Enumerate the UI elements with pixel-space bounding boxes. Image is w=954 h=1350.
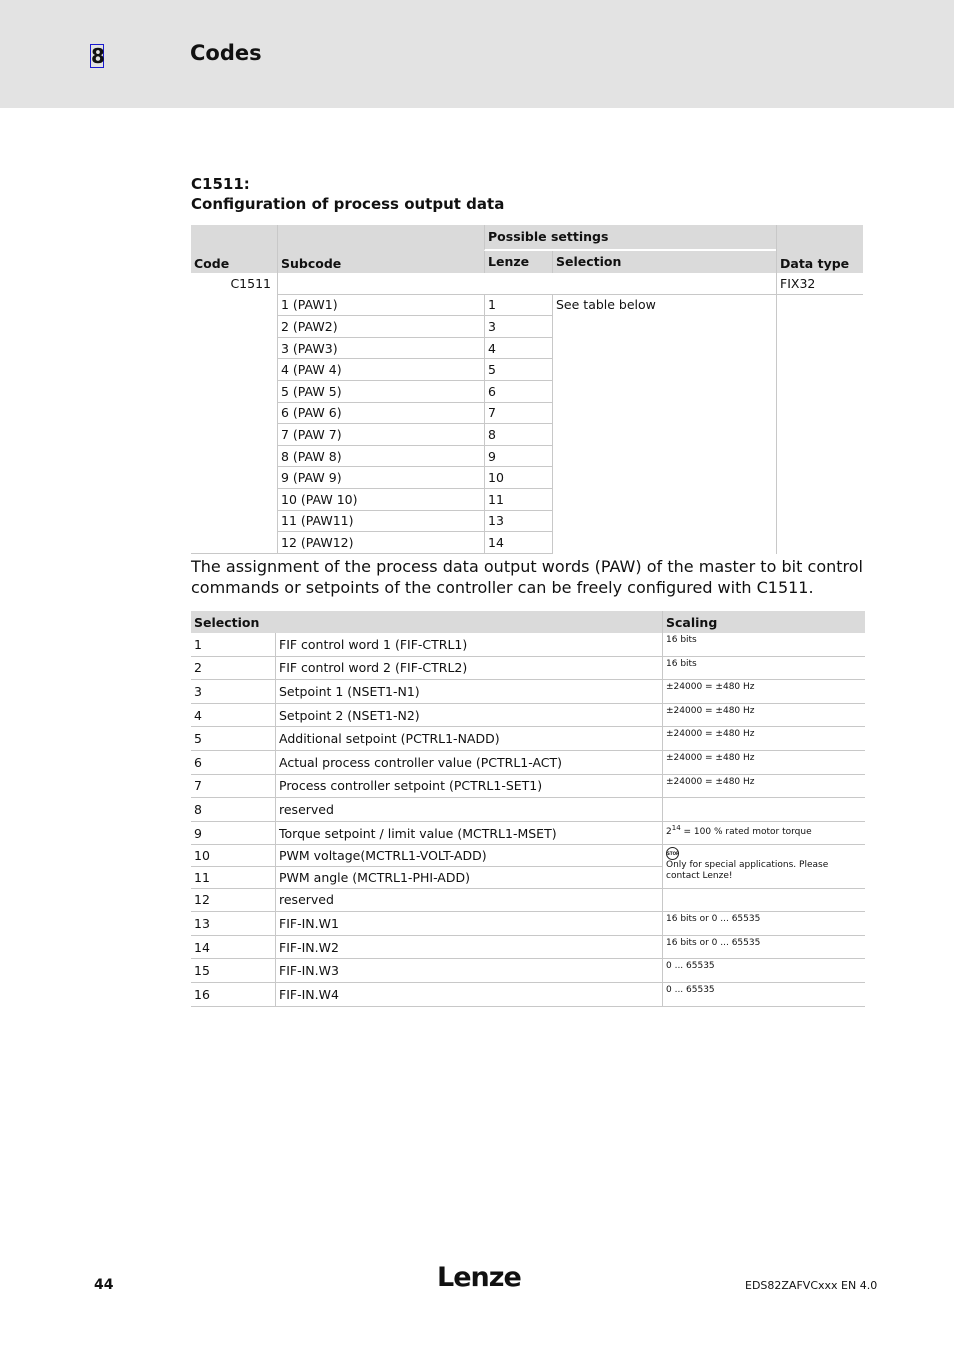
- header-scaling: Scaling: [662, 611, 865, 633]
- selection-number: 9: [191, 822, 276, 846]
- selection-name: FIF-IN.W3: [276, 959, 662, 983]
- chapter-number[interactable]: 8: [91, 44, 105, 68]
- selection-number: 3: [191, 680, 276, 704]
- selection-name: Actual process controller value (PCTRL1-ACT): [276, 751, 662, 775]
- scaling-base: 2: [666, 826, 672, 837]
- subcode-cell: 5 (PAW 5): [277, 381, 484, 403]
- scaling-cell: 16 bits or 0 ... 65535: [662, 936, 865, 960]
- scaling-cell: 0 ... 65535: [662, 959, 865, 983]
- scaling-cell: 16 bits: [662, 657, 865, 681]
- lenze-cell: 9: [484, 446, 552, 468]
- subcode-cell: 1 (PAW1): [277, 295, 484, 317]
- selection-name: PWM voltage(MCTRL1-VOLT-ADD): [276, 845, 662, 867]
- selection-number: 5: [191, 727, 276, 751]
- header-selection: Selection: [552, 251, 776, 273]
- header-data-type: Data type: [776, 225, 863, 273]
- subcode-cell: 2 (PAW2): [277, 316, 484, 338]
- selection-number: 15: [191, 959, 276, 983]
- assignment-paragraph: The assignment of the process data output words (PAW) of the master to bit control commands or setpoints of the controller can be freely configured with C1511.: [191, 557, 863, 597]
- subcode-cell: 9 (PAW 9): [277, 467, 484, 489]
- page-header: [0, 0, 954, 108]
- lenze-cell: 6: [484, 381, 552, 403]
- subcode-cell: 3 (PAW3): [277, 338, 484, 360]
- selection-number: 1: [191, 633, 276, 657]
- header-lenze: Lenze: [484, 251, 552, 273]
- selection-name: Setpoint 2 (NSET1-N2): [276, 704, 662, 728]
- subcode-cell: 11 (PAW11): [277, 511, 484, 533]
- lenze-logo: Lenze: [437, 1262, 521, 1293]
- subcode-cell: 12 (PAW12): [277, 532, 484, 554]
- subcode-cell: 10 (PAW 10): [277, 489, 484, 511]
- subcode-cell: 6 (PAW 6): [277, 403, 484, 425]
- code-description: Configuration of process output data: [191, 195, 505, 213]
- selection-name: FIF-IN.W1: [276, 912, 662, 936]
- selection-number: 14: [191, 936, 276, 960]
- stop-icon: STOP: [666, 847, 679, 860]
- selection-name: reserved: [276, 889, 662, 913]
- lenze-cell: 14: [484, 532, 552, 554]
- code-settings-table: [191, 225, 863, 554]
- header-selection: Selection: [191, 611, 662, 633]
- scaling-cell: ±24000 = ±480 Hz: [662, 751, 865, 775]
- document-id: EDS82ZAFVCxxx EN 4.0: [745, 1279, 878, 1292]
- section-heading: [191, 174, 504, 214]
- lenze-cell: 8: [484, 424, 552, 446]
- scaling-cell: ±24000 = ±480 Hz: [662, 680, 865, 704]
- data-type-cell: FIX32: [776, 273, 863, 295]
- lenze-cell: 7: [484, 403, 552, 425]
- selection-name: Setpoint 1 (NSET1-N1): [276, 680, 662, 704]
- scaling-cell: [662, 798, 865, 822]
- selection-number: 10: [191, 845, 276, 867]
- selection-name: Torque setpoint / limit value (MCTRL1-MSET): [276, 822, 662, 846]
- selection-name: FIF control word 2 (FIF-CTRL2): [276, 657, 662, 681]
- selection-name: FIF control word 1 (FIF-CTRL1): [276, 633, 662, 657]
- lenze-cell: 4: [484, 338, 552, 360]
- lenze-cell: 13: [484, 511, 552, 533]
- scaling-cell: ±24000 = ±480 Hz: [662, 727, 865, 751]
- scaling-cell: [662, 889, 865, 913]
- selection-number: 8: [191, 798, 276, 822]
- chapter-title: Codes: [190, 41, 262, 65]
- lenze-cell: 5: [484, 359, 552, 381]
- scaling-cell: ±24000 = ±480 Hz: [662, 704, 865, 728]
- selection-cell: See table below: [552, 295, 776, 554]
- code-spacer: [191, 295, 277, 317]
- subcode-cell: 4 (PAW 4): [277, 359, 484, 381]
- selection-number: 12: [191, 889, 276, 913]
- code-title: C1511:: [191, 175, 250, 193]
- selection-scaling-table: [191, 611, 865, 1007]
- data-type-spacer: [776, 295, 863, 554]
- special-note-cell: [662, 845, 865, 888]
- subcode-cell: 8 (PAW 8): [277, 446, 484, 468]
- page-number: 44: [94, 1277, 114, 1293]
- special-note: Only for special applications. Please contact Lenze!: [666, 860, 829, 882]
- header-subcode: Subcode: [277, 225, 484, 273]
- selection-name: Process controller setpoint (PCTRL1-SET1): [276, 775, 662, 799]
- lenze-cell: 11: [484, 489, 552, 511]
- empty-cell: [277, 273, 776, 295]
- scaling-cell: 0 ... 65535: [662, 983, 865, 1007]
- selection-name: FIF-IN.W2: [276, 936, 662, 960]
- selection-name: PWM angle (MCTRL1-PHI-ADD): [276, 867, 662, 889]
- selection-number: 16: [191, 983, 276, 1007]
- lenze-cell: 10: [484, 467, 552, 489]
- selection-name: reserved: [276, 798, 662, 822]
- scaling-rest: = 100 % rated motor torque: [680, 826, 812, 837]
- header-code: Code: [191, 225, 277, 273]
- selection-name: Additional setpoint (PCTRL1-NADD): [276, 727, 662, 751]
- selection-number: 2: [191, 657, 276, 681]
- lenze-cell: 3: [484, 316, 552, 338]
- scaling-cell: 16 bits or 0 ... 65535: [662, 912, 865, 936]
- scaling-exponent: 14: [671, 823, 681, 832]
- selection-number: 7: [191, 775, 276, 799]
- subcode-cell: 7 (PAW 7): [277, 424, 484, 446]
- header-possible-settings: Possible settings: [484, 225, 776, 251]
- selection-name: FIF-IN.W4: [276, 983, 662, 1007]
- scaling-cell: 16 bits: [662, 633, 865, 657]
- scaling-cell: [662, 822, 865, 846]
- selection-number: 13: [191, 912, 276, 936]
- code-cell: C1511: [230, 276, 271, 292]
- selection-number: 6: [191, 751, 276, 775]
- selection-number: 4: [191, 704, 276, 728]
- selection-number: 11: [191, 867, 276, 889]
- scaling-cell: ±24000 = ±480 Hz: [662, 775, 865, 799]
- lenze-cell: 1: [484, 295, 552, 317]
